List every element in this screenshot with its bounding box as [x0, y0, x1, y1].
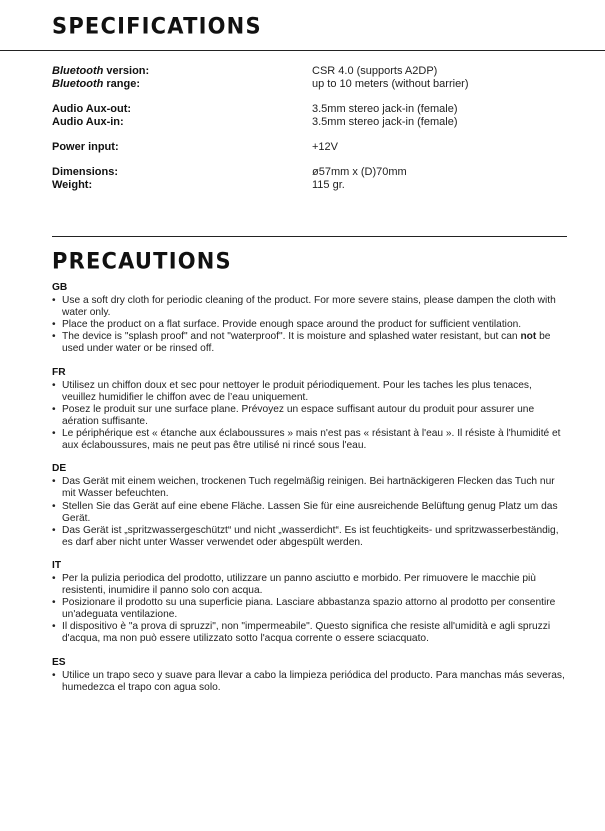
bullet-icon: • [52, 572, 56, 584]
list-item-text: Il dispositivo è "a prova di spruzzi", non "impermeabile". Questo significa che resiste all'umidità e agli spruzzi d'acqua, ma non può essere utilizzato sotto l'acqua corrente o essere sciacquato. [62, 621, 551, 645]
bullet-icon: • [52, 476, 56, 488]
spec-label: Power input: [52, 141, 119, 153]
list-item-text: Das Gerät ist „spritzwassergeschützt“ und nicht „wasserdicht“. Es ist feuchtigkeits- und spritzwasserbeständig, es darf aber nicht unter Wasser verwendet oder abgespült werden. [62, 524, 559, 548]
emphasis-text: not [520, 331, 537, 343]
text-part: The device is "splash proof" and not "waterproof". It is moisture and splashed water resistant, but can [62, 331, 521, 343]
bullet-icon: • [52, 621, 56, 633]
list-item-text [62, 331, 567, 355]
bullet-icon: • [52, 331, 56, 343]
spec-row [52, 103, 572, 116]
list-item [52, 331, 567, 355]
spec-group-bluetooth [52, 65, 572, 91]
spec-label-rest: range: [103, 78, 141, 90]
specifications-table [52, 65, 572, 204]
top-divider [0, 50, 605, 51]
spec-label [52, 78, 312, 91]
spec-value: CSR 4.0 (supports A2DP) [312, 65, 438, 77]
lang-section-de [52, 463, 567, 549]
list-item [52, 621, 567, 645]
bullet-icon: • [52, 669, 56, 681]
list-item-text: Place the product on a flat surface. Provide enough space around the product for sufficient ventilation. [62, 319, 522, 331]
bullet-icon: • [52, 319, 56, 331]
spec-label-emphasis: Bluetooth [52, 78, 104, 90]
text-part: be used under water or be rinsed off. [62, 331, 551, 355]
spec-label: Audio Aux-in: [52, 116, 124, 128]
spec-value: +12V [312, 141, 338, 153]
bullet-icon: • [52, 524, 56, 536]
spec-label: Weight: [52, 179, 93, 191]
list-item-text: Use a soft dry cloth for periodic cleaning of the product. For more severe stains, please dampen the cloth with water only. [62, 295, 556, 319]
lang-section-it [52, 560, 567, 646]
spec-value: ø57mm x (D)70mm [312, 166, 407, 178]
spec-group-power [52, 141, 572, 154]
lang-section-gb [52, 282, 567, 356]
spec-group-audio [52, 103, 572, 129]
bullet-icon: • [52, 500, 56, 512]
spec-label-rest: version: [103, 65, 150, 77]
bullet-icon: • [52, 379, 56, 391]
lang-section-fr [52, 367, 567, 453]
spec-row [52, 116, 572, 129]
spec-value: 3.5mm stereo jack-in (female) [312, 116, 458, 128]
list-item [52, 380, 567, 404]
spec-row [52, 166, 572, 179]
lang-code: IT [52, 559, 62, 571]
spec-label-emphasis: Bluetooth [52, 65, 104, 77]
list-item [52, 525, 567, 549]
spec-row [52, 141, 572, 154]
bullet-icon: • [52, 295, 56, 307]
bullet-icon: • [52, 403, 56, 415]
bullet-icon: • [52, 597, 56, 609]
specifications-heading: SPECIFICATIONS [52, 13, 262, 39]
list-item-text: Utilice un trapo seco y suave para llevar a cabo la limpieza periódica del producto. Para manchas más severas, humedezca el trapo con agua solo. [62, 669, 565, 693]
list-item [52, 295, 567, 319]
lang-code: FR [52, 366, 66, 378]
list-item [52, 501, 567, 525]
bullet-icon: • [52, 428, 56, 440]
spec-label: Audio Aux-out: [52, 103, 132, 115]
list-item-text: Posizionare il prodotto su una superficie piana. Lasciare abbastanza spazio attorno al prodotto per consentire un'adeguata ventilazione. [62, 597, 556, 621]
list-item-text: Posez le produit sur une surface plane. Prévoyez un espace suffisant autour du produit pour assurer une aération suffisante. [62, 403, 535, 427]
spec-label [52, 65, 312, 78]
lang-code: GB [52, 282, 68, 293]
spec-row [52, 78, 572, 91]
list-item [52, 476, 567, 500]
spec-label: Dimensions: [52, 166, 119, 178]
spec-value: up to 10 meters (without barrier) [312, 78, 469, 90]
list-item-text: Le périphérique est « étanche aux éclaboussures » mais n'est pas « résistant à l'eau ». Il résiste à l'humidité et aux éclaboussures, mais ne peut pas être utilisé ni rincé sous l'eau. [62, 428, 561, 452]
spec-group-dimensions [52, 166, 572, 192]
precautions-heading: PRECAUTIONS [52, 248, 232, 274]
lang-code: DE [52, 463, 67, 475]
list-item [52, 319, 567, 331]
list-item [52, 428, 567, 452]
spec-value: 3.5mm stereo jack-in (female) [312, 103, 458, 115]
list-item-text: Stellen Sie das Gerät auf eine ebene Fläche. Lassen Sie für eine ausreichende Belüftung genug Platz um das Gerät. [62, 500, 558, 524]
list-item [52, 670, 567, 694]
list-item [52, 573, 567, 597]
list-item-text: Das Gerät mit einem weichen, trockenen Tuch regelmäßig reinigen. Bei hartnäckigeren Flecken das Tuch nur mit Wasser befeuchten. [62, 476, 555, 500]
lang-code: ES [52, 656, 66, 668]
list-item-text: Utilisez un chiffon doux et sec pour nettoyer le produit périodiquement. Pour les taches les plus tenaces, veuillez humidifier le chiffon avec de l’eau uniquement. [62, 379, 532, 403]
section-divider [52, 236, 567, 237]
list-item [52, 597, 567, 621]
precautions-list [52, 282, 567, 705]
spec-row [52, 179, 572, 192]
lang-section-es [52, 657, 567, 694]
list-item [52, 404, 567, 428]
spec-row [52, 65, 572, 78]
spec-value: 115 gr. [312, 179, 345, 191]
list-item-text: Per la pulizia periodica del prodotto, utilizzare un panno asciutto e morbido. Per rimuovere le macchie più resistenti, inumidire il panno solo con acqua. [62, 572, 536, 597]
